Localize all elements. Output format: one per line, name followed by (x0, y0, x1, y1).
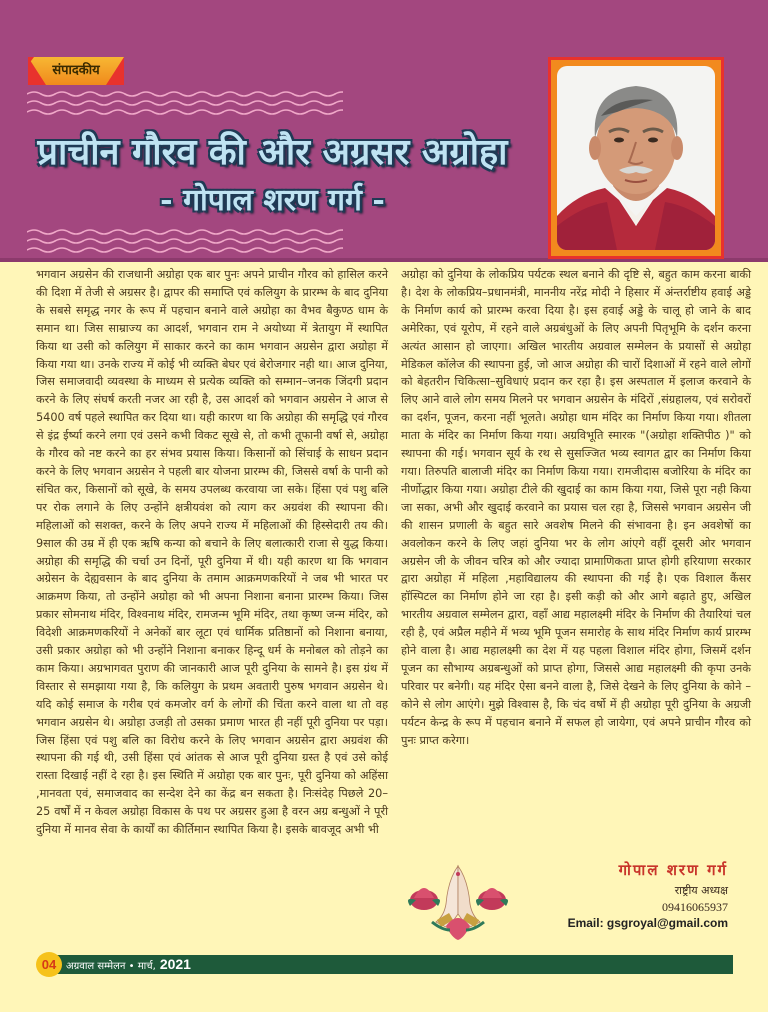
author-photo-frame (548, 57, 724, 259)
article-title: प्राचीन गौरव की और अग्रसर अग्रोहा (37, 131, 508, 173)
article-column-left (36, 266, 388, 839)
wave-decoration-bottom-icon (27, 228, 343, 256)
portrait-icon (557, 66, 715, 250)
section-tag-label: संपादकीय (52, 63, 100, 78)
article-author-heading: - गोपाल शरण गर्ग - (160, 183, 385, 218)
lotus-left-icon (408, 888, 440, 910)
article-paragraph-left: भगवान अग्रसेन की राजधानी अग्रोहा एक बार पुनः अपने प्राचीन गौरव को हासिल करने की दिशा में तेजी से अग्रसर है। द्वापर की समाप्ति एवं कलियुग के प्रारम्भ के बाद दुनिया के सबसे समृद्ध नगर के रूप में पहचान बनाने वाले अग्रोहा का वैभव बैकुण्ठ धाम के समान था। जिस साम्राज्य का आदर्श, भगवान राम ने अयोध्या में त्रेतायुग में स्थापित किया था उसी को कलियुग में साकार करने का काम भगवान अग्रसेन द्वारा अग्रोहा में किया गया था। उनके राज्य में कोई भी व्यक्ति बेघर एवं बेरोजगार नही था। आज दुनिया, जिस समाजवादी व्यवस्था के माध्यम से प्रत्येक व्यक्ति को सम्मान–जनक जिंदगी प्रदान करने के लिए संघर्ष करती नजर आ रही है, उस आदर्श को भगवान अग्रसेन ने आज से 5400 वर्ष पहले स्थापित कर दिया था। यही कारण था कि अग्रोहा की समृद्धि एवं गौरव से इंद्र ईर्ष्या करने लगा एवं उसने कभी विकट सूखे से, तो कभी तूफानी वर्षा से, अग्रोहा के गौरव को नष्ट करने का हर संभव प्रयास किया। किसानों को सिंचाई के साधन प्रदान करने के लिए भगवान अग्रसेन ने पहली बार योजना प्रारम्भ की, जिससे वर्षा के पानी को संचित कर, किसानों को सूखे, के समय उपलब्ध करवाया जा सके। हिंसा एवं पशु बलि पर रोक लगाने के लिए उन्होंने क्षत्रीयवंश को त्याग कर अग्रवंश की स्थापना की। महिलाओं को सशक्त, करने के लिए अपने राज्य में महिलाओं की हिस्सेदारी तय की। 9साल की उम्र में ही एक ऋषि कन्या को बचाने के लिए बलात्कारी राजा से युद्ध किया। अग्रोहा की समृद्धि की चर्चा उन दिनों, पूरी दुनिया में थी। यही कारण था कि भगवान अग्रेसन के देह्यवसान के बाद दुनिया के तमाम आक्रमणकरियों ने जब भी भारत पर आक्रमण किया, तो उन्होंने अग्रोहा को भी अपना निशाना बनाना प्रारम्भ किया। जिस प्रकार सोमनाथ मंदिर, विश्वनाथ मंदिर, रामजन्म भूमि मंदिर, तथा कृष्ण जन्म मंदिर, को विदेशी आक्रमणकरियों ने अनेकों बार लूटा एवं धार्मिक प्रतिष्ठानों को निशाना बनाया, उसी प्रकार अग्रोहा को भी उन्होंने निशाना बनाकर हिन्दू धर्म के मनोबल को तोड़ने का काम किया। अग्रभागवत पुराण की जानकारी आज पूरी दुनिया के सामने है। इस ग्रंथ में विस्तार से समझाया गया है, कि कलियुग के प्रथम अवतारी पुरुष भगवान अग्रसेन थे। यदि कोई समाज के गरीब एवं कमजोर वर्ग के लोगों की चिंता करने वाला था तो वह भगवान अग्रसेन थे। अग्रोहा उजड़ी तो उसका प्रमाण भारत ही नहीं पूरी दुनिया पर पड़ा। जिस हिंसा एवं पशु बलि का विरोध करने के लिए भगवान अग्रसेन द्वारा अग्रवंश की स्थापना की गई थी, उसी हिंसा एवं आंतक से आज पूरी दुनिया ग्रस्त है एवं उसे कोई रास्ता दिखाई नहीं दे रहा है। इस स्थिति में अग्रोहा एक बार पुनः, पूरी दुनिया को अहिंसा ,मानवता एवं, समाजवाद का सन्देश देने का केंद्र बन सकता है। निःसंदेह पिछले 20–25 वर्षों में न केवल अग्रोहा विकास के पथ पर अग्रसर हुआ है वरन अग्र बन्धुओं ने पूरी दुनिया में मानव सेवा के कार्यों का कीर्तिमान स्थापित किया है। इसके बावजूद अभी भी (36, 268, 388, 837)
article-header (0, 0, 768, 262)
signature-phone: 09416065937 (662, 900, 728, 914)
signature-role: राष्ट्रीय अध्यक्ष (674, 884, 728, 897)
author-signature (540, 860, 728, 930)
footer-year: 2021 (159, 956, 191, 972)
signature-name: गोपाल शरण गर्ग (618, 861, 728, 879)
lotus-right-icon (476, 888, 508, 910)
article-paragraph-right: अग्रोहा को दुनिया के लोकप्रिय पर्यटक स्थल बनाने की दृष्टि से, बहुत काम करना बाकी है। देश के लोकप्रिय–प्रधानमंत्री, माननीय नरेंद्र मोदी ने हिसार में अंन्तर्राष्टीय हवाई अड्डे के निर्माण कार्य को प्रारम्भ करवा दिया है। इस हवाई अड्डे के चालू हो जाने के बाद अमेरिका, एवं यूरोप, में रहने वाले अग्रबंधुओं के लिए अपनी पितृभूमि के दर्शन करना अत्यंत आसान हो जाएगा। अखिल भारतीय अग्रवाल सम्मेलन के प्रयासों से अग्रोहा मेडिकल कॉलेज की स्थापना हुई, जो आज अग्रोहा की चारों दिशाओं में रहने वाले लोगों को बेहतरीन चिकित्सा–सुविधाएं प्रदान कर रहा है। इस अस्पताल में इलाज करवाने के लिए आने वाले लोग समय मिलने पर भगवान अग्रसेन के मंदिरों ,संग्रहालय, एवं सरोवरों का दर्शन, पूजन, करना नहीं भूलते। अग्रोहा धाम मंदिर का निर्माण किया गया। शीतला माता के मंदिर का निर्माण किया गया। अग्रविभूति स्मारक "(अग्रोहा शक्तिपीठ )" को स्थापना की गई। भगवान सूर्य के रथ से सुसज्जित भव्य स्वागत द्वार का निर्माण किया गया। तिरुपति बालाजी मंदिर का निर्माण किया गया। रामजीदास बजोरिया के मंदिर का नीर्णोद्धार किया गया। अग्रोहा टीले की खुदाई का काम किया गया, जिसे पूरा नही किया जा सका, अभी और खुदाई करवाने का प्रयास चल रहा है, जिससे भगवान अग्रसेन जी की शासन प्रणाली के बहुत सारे अवशेष मिलने की संभावना है। इन अवशेषों का अवलोकन करने के लिए जहां दुनिया भर के लोग आंएगे वहीं दूसरी ओर भगवान अग्रसेन जी के जीवन चरित्र को और ज्यादा प्रामाणिकता प्राप्त होगी हरियाणा सरकार द्वारा अग्रोहा में महिला ,महाविद्यालय की स्थापना की गई है। एक विशाल कैंसर हॉस्पिटल का निर्माण होने जा रहा है। इसी कड़ी को और आगे बढ़ाते हुए, अखिल भारतीय अग्रवाल सम्मेलन द्वारा, वहाँ आद्य महालक्ष्मी मंदिर के निर्माण की तैयारियां चल रही है, एवं अप्रैल महीने में भव्य भूमि पूजन समारोह के साथ मंदिर निर्माण कार्य प्रारम्भ होने वाला है। आद्य महालक्ष्मी का देश में यह पहला विशाल मंदिर होगा, जिसमें दर्शन पूजन का सौभाग्य अग्रबन्धुओं को प्राप्त होगा, जिससे आद्य महालक्ष्मी की कृपा उनके परिवार पर बनेगी। यह मंदिर ऐसा बनने वाला है, जिसे देखने के लिए दुनिया के कोने –कोने से लोग आएंगे। मुझे विश्वास है, कि चंद वर्षो में ही अग्रोहा पूरी दुनिया के अग्रजी पर्यटन केन्द्र के रूप में पहचान बनाने में सफल हो जायेगा, एवं अपने प्राचीन गौरव को पुनः प्राप्त करेगा। (401, 268, 751, 747)
author-photo (557, 66, 715, 250)
footer-publication-name: अग्रवाल सम्मेलन • मार्च, (66, 961, 156, 972)
section-tag (28, 57, 124, 85)
article-column-right (401, 266, 751, 749)
namaste-hands-lotus-icon (402, 860, 514, 942)
footer-publication (66, 955, 191, 974)
page-number-badge: 04 (36, 952, 62, 977)
wave-decoration-top-icon (27, 90, 343, 118)
signature-email[interactable]: Email: gsgroyal@gmail.com (567, 916, 728, 930)
